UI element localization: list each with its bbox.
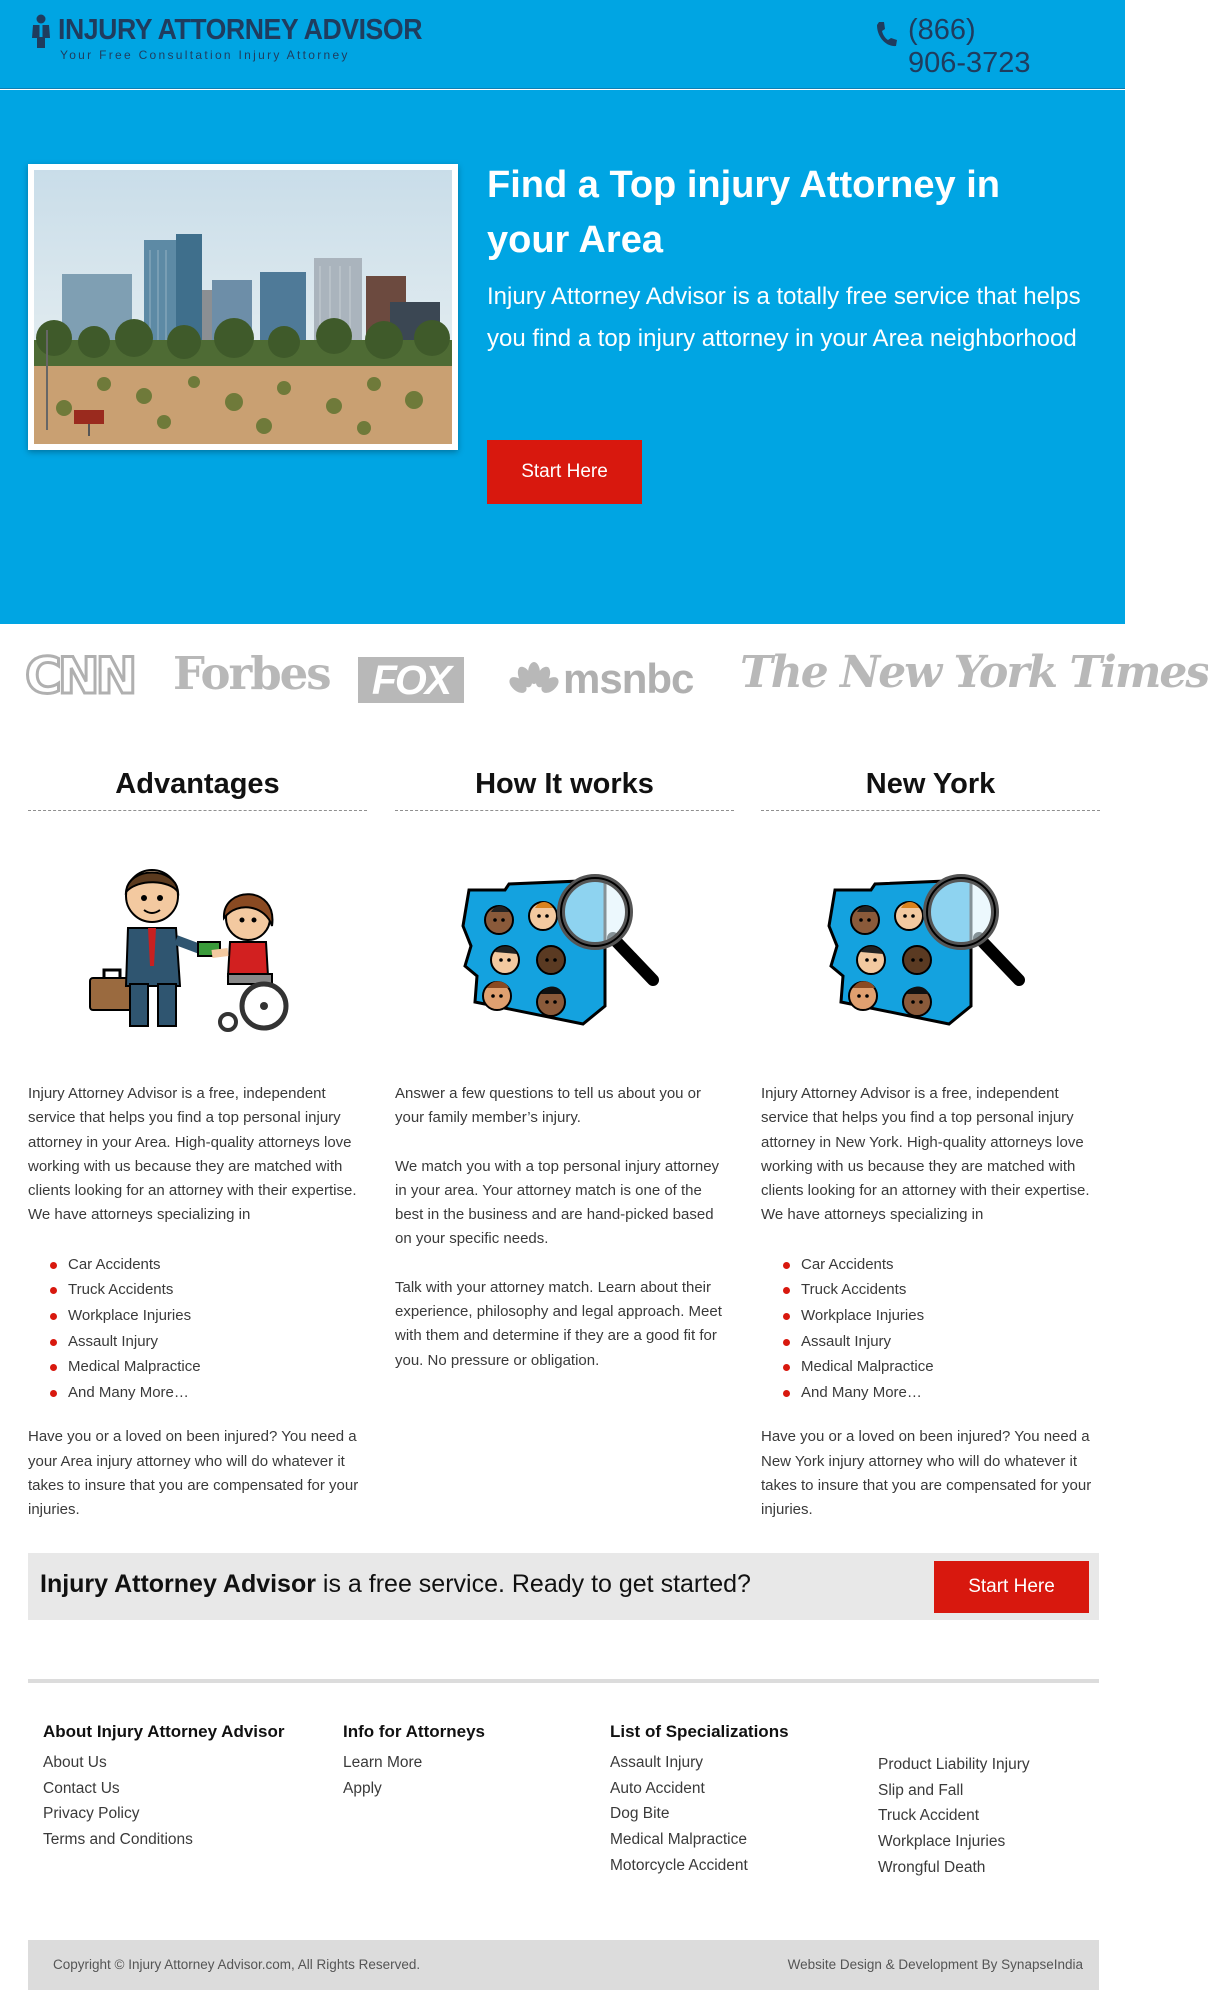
new-york-list (783, 1252, 1100, 1406)
advantages-list (50, 1252, 367, 1406)
how-step-1: Answer a few questions to tell us about you or your family member’s injury. (395, 1085, 702, 1127)
footer-link-dog-bite[interactable]: Dog Bite (610, 1805, 670, 1823)
phone-area-code: (866) (908, 14, 976, 46)
list-item: Truck Accidents (783, 1277, 1100, 1303)
new-york-intro: Injury Attorney Advisor is a free, independent service that helps you find a top personal injury attorney in New York. High-quality attorneys love working with us because they are matched with clients looking for an attorney with their expertise. We have attorneys specializing in (761, 1085, 1090, 1224)
list-item: Assault Injury (50, 1329, 367, 1355)
how-it-works-title: How It works (395, 756, 734, 811)
hero-title: Find a Top injury Attorney in your Area (487, 164, 1000, 261)
hero-start-button[interactable]: Start Here (487, 440, 642, 504)
new-york-column (761, 756, 1100, 1519)
footer-specializations-more-column (878, 1752, 1030, 1881)
footer-link-learn-more[interactable]: Learn More (343, 1754, 423, 1771)
list-item: Assault Injury (783, 1329, 1100, 1355)
footer-link-about-us[interactable]: About Us (43, 1754, 107, 1771)
advantages-column (28, 756, 367, 1519)
new-york-outro: Have you or a loved on been injured? You need a New York injury attorney who will do whatever it takes to insure that you are compensated for your injuries. (761, 1428, 1092, 1519)
cnn-logo: CNN (25, 647, 134, 705)
hero-section (0, 90, 1125, 624)
footer-link-apply[interactable]: Apply (343, 1779, 382, 1797)
footer-link-motorcycle-accident[interactable]: Motorcycle Accident (610, 1856, 748, 1874)
how-it-works-body (395, 1082, 734, 1397)
forbes-logo: Forbes (173, 647, 330, 700)
phone-icon (874, 20, 898, 48)
phone-digits: 906-3723 (908, 47, 1031, 79)
list-item: Workplace Injuries (50, 1303, 367, 1329)
footer-link-wrongful-death[interactable]: Wrongful Death (878, 1858, 986, 1876)
list-item: Car Accidents (783, 1252, 1100, 1278)
developer-credit[interactable]: Website Design & Development By SynapseIndia (787, 1957, 1083, 1972)
list-item: Workplace Injuries (783, 1303, 1100, 1329)
msnbc-wordmark: msnbc (563, 655, 694, 702)
map-search-illustration (455, 856, 675, 1036)
hero-description: Injury Attorney Advisor is a totally free service that helps you find a top injury attorney in your Area neighborhood (487, 283, 1081, 352)
advantages-body (28, 1082, 367, 1547)
city-skyline-photo (28, 164, 458, 450)
advantages-intro: Injury Attorney Advisor is a free, independent service that helps you find a top personal injury attorney in your Area. High-quality attorneys love working with us because they are matched with clients looking for an attorney with their expertise. We have attorneys specializing in (28, 1085, 357, 1224)
footer-link-workplace-injuries[interactable]: Workplace Injuries (878, 1833, 1006, 1851)
footer-link-truck-accident[interactable]: Truck Accident (878, 1807, 980, 1825)
copyright-text: Copyright © Injury Attorney Advisor.com, All Rights Reserved. (53, 1957, 421, 1972)
footer-link-contact-us[interactable]: Contact Us (43, 1779, 120, 1797)
cta-start-button[interactable]: Start Here (934, 1561, 1089, 1613)
footer-divider (28, 1679, 1099, 1683)
peacock-icon (510, 663, 558, 699)
press-logos (0, 625, 1208, 735)
footer-link-product-liability[interactable]: Product Liability Injury (878, 1756, 1030, 1773)
footer-link-slip-and-fall[interactable]: Slip and Fall (878, 1781, 964, 1799)
how-it-works-column (395, 756, 734, 1369)
fox-logo: FOX (358, 657, 464, 703)
list-item: And Many More… (50, 1380, 367, 1406)
site-header (0, 0, 1125, 89)
logo-title: INJURY ATTORNEY ADVISOR (58, 14, 423, 46)
handshake-illustration (88, 856, 308, 1036)
footer-link-medical-malpractice[interactable]: Medical Malpractice (610, 1831, 747, 1849)
footer-attorneys-heading: Info for Attorneys (343, 1722, 485, 1741)
list-item: And Many More… (783, 1380, 1100, 1406)
how-step-2: We match you with a top personal injury attorney in your area. Your attorney match is one of the best in the business and are hand-picked based on your specific needs. (395, 1157, 720, 1248)
footer-specializations-heading: List of Specializations (610, 1722, 789, 1741)
site-logo[interactable] (28, 14, 423, 64)
footer-link-auto-accident[interactable]: Auto Accident (610, 1779, 705, 1797)
new-york-title: New York (761, 756, 1100, 811)
phone-number[interactable] (908, 14, 1108, 80)
logo-tagline: Your Free Consultation Injury Attorney (60, 48, 350, 62)
list-item: Truck Accidents (50, 1277, 367, 1303)
footer-about-column (43, 1722, 284, 1853)
skyline-illustration (34, 170, 452, 444)
map-search-illustration (821, 856, 1041, 1036)
list-item: Medical Malpractice (783, 1354, 1100, 1380)
footer-specializations-column (610, 1722, 789, 1879)
advantages-title: Advantages (28, 756, 367, 811)
footer-about-heading: About Injury Attorney Advisor (43, 1722, 285, 1741)
attorney-figure-icon (30, 14, 52, 48)
footer-link-terms[interactable]: Terms and Conditions (43, 1831, 193, 1849)
cta-bar (28, 1553, 1099, 1620)
footer-attorneys-column (343, 1722, 485, 1801)
new-york-body (761, 1082, 1100, 1547)
cta-message: is a free service. Ready to get started? (315, 1570, 751, 1598)
cta-text (40, 1570, 751, 1599)
copyright-bar (28, 1940, 1099, 1990)
how-step-3: Talk with your attorney match. Learn about their experience, philosophy and legal approach. Meet with them and determine if they are a good fit for you. No pressure or obligation. (395, 1278, 722, 1369)
list-item: Car Accidents (50, 1252, 367, 1278)
footer-link-privacy-policy[interactable]: Privacy Policy (43, 1805, 140, 1823)
advantages-outro: Have you or a loved on been injured? You need a your Area injury attorney who will do whatever it takes to insure that you are compensated for your injuries. (28, 1428, 359, 1519)
nytimes-logo: The New York Times (740, 647, 1208, 698)
footer-link-assault-injury[interactable]: Assault Injury (610, 1754, 704, 1771)
list-item: Medical Malpractice (50, 1354, 367, 1380)
cta-brand: Injury Attorney Advisor (40, 1570, 316, 1598)
